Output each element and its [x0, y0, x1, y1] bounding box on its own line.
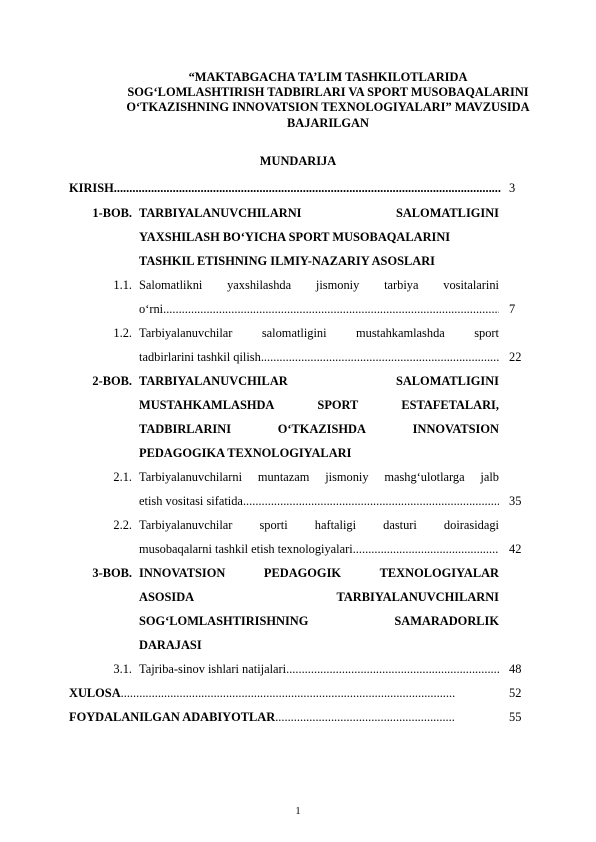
word: sport	[474, 326, 499, 340]
section-2-1-page: 35	[509, 494, 522, 508]
chapter-1-title-line-2: YAXSHILASH BO‘YICHA SPORT MUSOBAQALARINI	[139, 230, 451, 244]
word: O‘TKAZISHDA	[277, 422, 366, 436]
toc-entry-intro	[69, 181, 501, 196]
chapter-2-number: 2-BOB.	[92, 374, 132, 388]
word: TARBIYALANUVCHILARNI	[139, 206, 302, 220]
title-line-2: SOG‘LOMLASHTIRISH TADBIRLARI VA SPORT MUSOBAQALARINI	[127, 85, 529, 100]
word: salomatligini	[261, 326, 327, 340]
section-2-1-line-1	[139, 470, 499, 485]
word: TEXNOLOGIYALAR	[379, 566, 499, 580]
section-3-1-number: 3.1.	[113, 662, 132, 676]
section-text: o‘rni	[139, 302, 164, 316]
section-1-1-page: 7	[509, 302, 516, 316]
section-3-1-page: 48	[509, 662, 522, 676]
section-1-1-line-2	[139, 302, 499, 317]
section-2-1-line-2	[139, 494, 499, 509]
toc-entry-conclusion	[69, 686, 455, 701]
word: sporti	[259, 518, 288, 532]
word: SALOMATLIGINI	[395, 206, 499, 220]
word: TADBIRLARINI	[139, 422, 232, 436]
title-line-4: BAJARILGAN	[287, 115, 369, 130]
chapter-1-number: 1-BOB.	[92, 206, 132, 220]
section-text: etish vositasi sifatida	[139, 494, 243, 508]
word: INNOVATSION	[139, 566, 226, 580]
section-2-2-line-2	[139, 542, 499, 557]
dot-leader	[353, 542, 499, 557]
chapter-1-title-line-1	[139, 206, 499, 221]
word: PEDAGOGIK	[263, 566, 342, 580]
dot-leader	[243, 494, 499, 509]
word: ASOSIDA	[139, 590, 195, 604]
section-1-2-page: 22	[509, 350, 522, 364]
contents-heading: MUNDARIJA	[259, 154, 337, 168]
word: muntazam	[257, 470, 310, 484]
toc-references-label: FOYDALANILGAN ADABIYOTLAR	[69, 710, 276, 724]
chapter-3-number: 3-BOB.	[92, 566, 132, 580]
word: doirasidagi	[443, 518, 499, 532]
section-2-2-number: 2.2.	[113, 518, 132, 532]
section-2-1-number: 2.1.	[113, 470, 132, 484]
word: TARBIYALANUVCHILARNI	[336, 590, 499, 604]
dot-leader	[121, 686, 455, 701]
dot-leader	[286, 662, 499, 677]
word: Salomatlikni	[139, 278, 203, 292]
section-1-2-number: 1.2.	[113, 326, 132, 340]
page-number: 1	[295, 806, 301, 817]
chapter-3-title-line-1	[139, 566, 499, 581]
section-3-1-line	[139, 662, 499, 677]
word: mustahkamlashda	[355, 326, 445, 340]
section-text: tadbirlarini tashkil qilish	[139, 350, 261, 364]
word: tarbiya	[384, 278, 419, 292]
dot-leader	[275, 710, 455, 725]
chapter-2-title-line-2	[139, 398, 499, 413]
toc-entry-references	[69, 710, 455, 725]
word: SPORT	[317, 398, 359, 412]
word: jismoniy	[325, 470, 369, 484]
chapter-2-title-line-1	[139, 374, 499, 389]
section-text: Tajriba-sinov ishlari natijalari	[139, 662, 287, 676]
word: MUSTAHKAMLASHDA	[139, 398, 275, 412]
dot-leader	[114, 181, 501, 196]
section-1-1-number: 1.1.	[113, 278, 132, 292]
section-2-2-line-1	[139, 518, 499, 533]
word: Tarbiyalanuvchilar	[139, 326, 233, 340]
dot-leader	[163, 302, 499, 317]
title-line-3: O‘TKAZISHNING INNOVATSION TEXNOLOGIYALARI” MAVZUSIDA	[126, 100, 530, 115]
chapter-1-title-line-3: TASHKIL ETISHNING ILMIY-NAZARIY ASOSLARI	[139, 254, 435, 268]
word: SAMARADORLIK	[394, 614, 499, 628]
word: vositalarini	[443, 278, 499, 292]
toc-intro-label: KIRISH	[69, 181, 114, 195]
chapter-2-title-line-4: PEDAGOGIKA TEXNOLOGIYALARI	[139, 446, 352, 460]
word: jalb	[480, 470, 499, 484]
word: SALOMATLIGINI	[395, 374, 499, 388]
word: jismoniy	[315, 278, 360, 292]
dot-leader	[261, 350, 499, 365]
chapter-3-title-line-4: DARAJASI	[139, 638, 202, 652]
chapter-3-title-line-3	[139, 614, 499, 629]
section-text: musobaqalarni tashkil etish texnologiyalari	[139, 542, 353, 556]
document-title	[60, 70, 596, 131]
word: haftaligi	[314, 518, 357, 532]
word: ESTAFETALARI,	[401, 398, 499, 412]
word: mashg‘ulotlarga	[384, 470, 465, 484]
word: dasturi	[383, 518, 417, 532]
chapter-3-title-line-2	[139, 590, 499, 605]
word: SOG‘LOMLASHTIRISHNING	[139, 614, 309, 628]
word: yaxshilashda	[227, 278, 292, 292]
toc-intro-page: 3	[509, 181, 516, 195]
toc-references-page: 55	[509, 710, 522, 724]
section-2-2-page: 42	[509, 542, 522, 556]
toc-conclusion-label: XULOSA	[69, 686, 121, 700]
section-1-1-line-1	[139, 278, 499, 293]
section-1-2-line-2	[139, 350, 499, 365]
title-line-1: “MAKTABGACHA TA’LIM TASHKILOTLARIDA	[188, 70, 468, 84]
toc-conclusion-page: 52	[509, 686, 522, 700]
word: Tarbiyalanuvchilarni	[139, 470, 243, 484]
chapter-2-title-line-3	[139, 422, 499, 437]
word: Tarbiyalanuvchilar	[139, 518, 233, 532]
word: INNOVATSION	[412, 422, 499, 436]
section-1-2-line-1	[139, 326, 499, 341]
word: TARBIYALANUVCHILAR	[139, 374, 288, 388]
